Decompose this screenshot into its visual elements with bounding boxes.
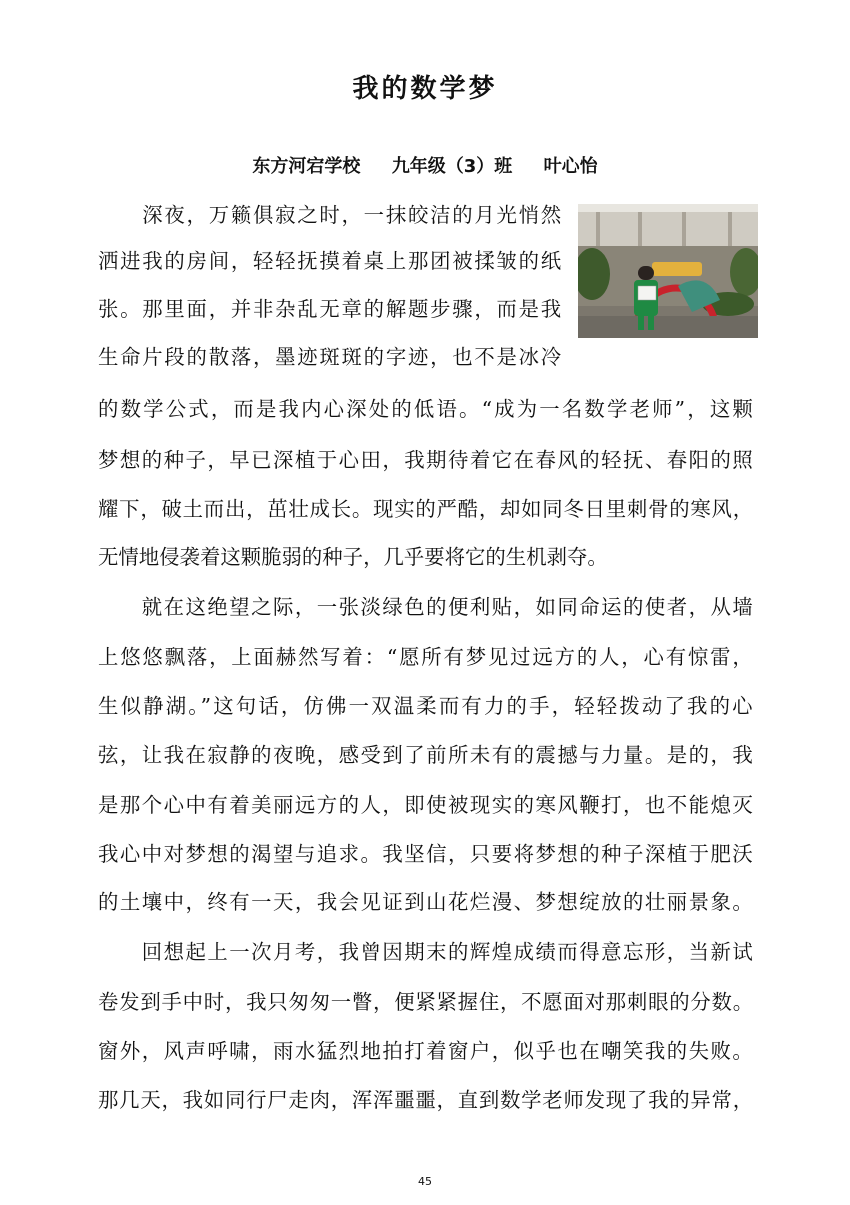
text-line: 的土壤中，终有一天，我会见证到山花烂漫、梦想绽放的壮丽景象。 [98,890,755,914]
page-number: 45 [418,1175,432,1188]
text-line: 生似静湖。”这句话，仿佛一双温柔而有力的手，轻轻拨动了我的心 [98,694,755,718]
text-line: 回想起上一次月考，我曾因期末的辉煌成绩而得意忘形，当新试 [98,940,755,964]
text-line: 窗外，风声呼啸，雨水猛烈地拍打着窗户，似乎也在嘲笑我的失败。 [98,1039,755,1063]
author-byline: 东方河宕学校 九年级（3）班 叶心怡 [252,156,598,177]
text-line: 无情地侵袭着这颗脆弱的种子，几乎要将它的生机剥夺。 [98,545,608,569]
text-line: 那几天，我如同行尸走肉，浑浑噩噩，直到数学老师发现了我的异常， [98,1088,754,1112]
text-line: 洒进我的房间，轻轻抚摸着桌上那团被揉皱的纸 [98,249,563,273]
page-title: 我的数学梦 [352,74,498,104]
text-line: 深夜，万籁俱寂之时，一抹皎洁的月光悄然 [98,203,563,227]
text-line: 弦，让我在寂静的夜晚，感受到了前所未有的震撼与力量。是的，我 [98,743,755,767]
text-line: 卷发到手中时，我只匆匆一瞥，便紧紧握住，不愿面对那刺眼的分数。 [98,990,754,1014]
text-line: 就在这绝望之际，一张淡绿色的便利贴，如同命运的使者，从墙 [98,595,755,619]
text-line: 是那个心中有着美丽远方的人，即使被现实的寒风鞭打，也不能熄灭 [98,793,755,817]
text-line: 张。那里面，并非杂乱无章的解题步骤，而是我 [98,297,563,321]
text-line: 的数学公式，而是我内心深处的低语。“成为一名数学老师”，这颗 [98,397,755,421]
text-line: 上悠悠飘落，上面赫然写着：“愿所有梦见过远方的人，心有惊雷， [98,645,755,669]
text-line: 梦想的种子，早已深植于心田，我期待着它在春风的轻抚、春阳的照 [98,448,755,472]
text-line: 耀下，破土而出，茁壮成长。现实的严酷，却如同冬日里刺骨的寒风， [98,497,754,521]
text-line: 生命片段的散落，墨迹斑斑的字迹，也不是冰冷 [98,345,563,369]
photo-image [578,204,758,338]
text-line: 我心中对梦想的渴望与追求。我坚信，只要将梦想的种子深植于肥沃 [98,842,755,866]
student-photo [578,204,758,338]
